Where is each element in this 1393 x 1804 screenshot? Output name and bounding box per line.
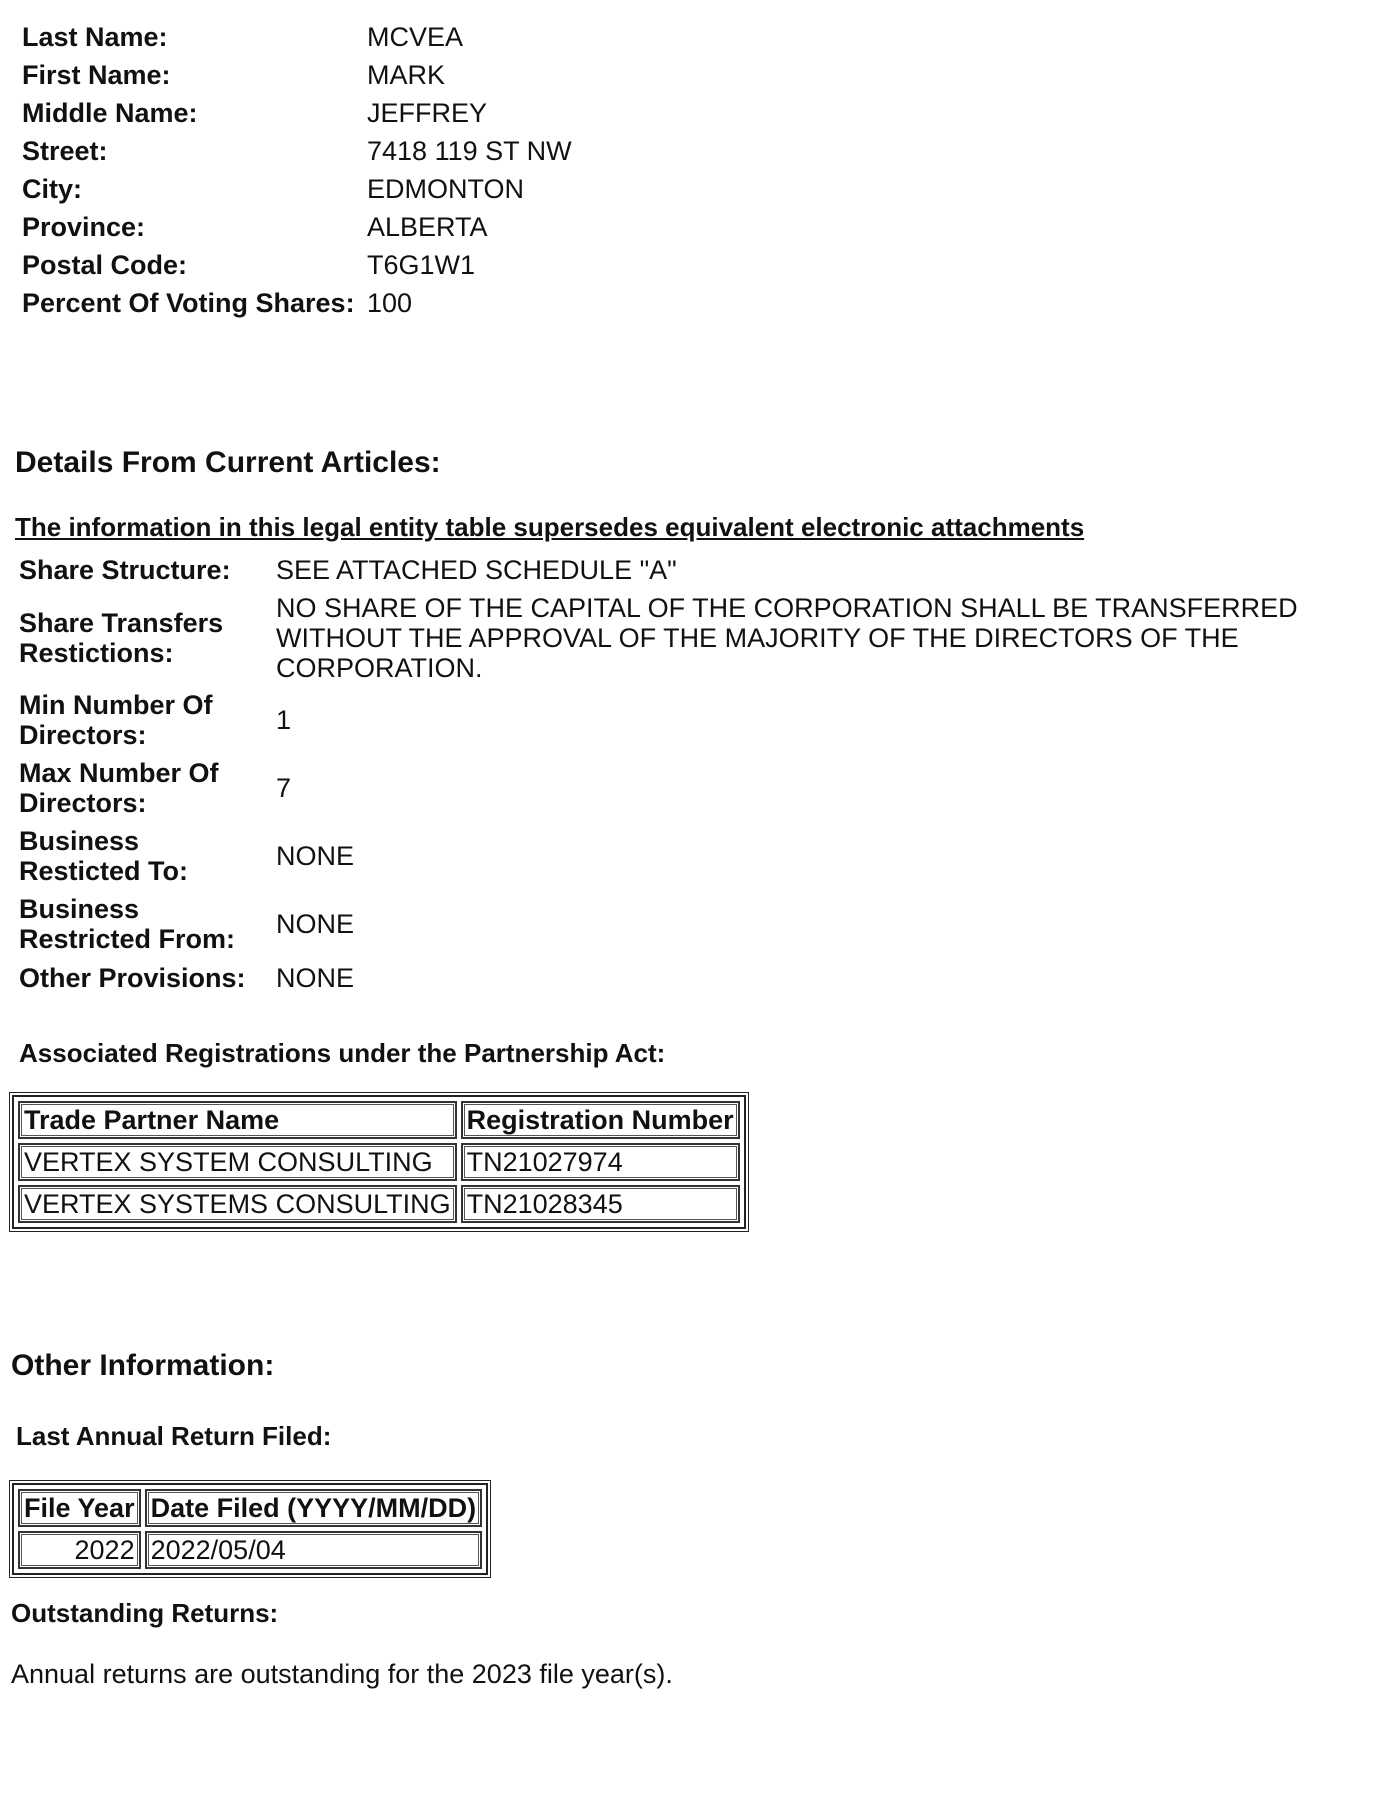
field-value: NONE xyxy=(276,963,355,993)
field-label: Province: xyxy=(22,212,146,242)
shareholder-row xyxy=(18,246,572,284)
annual-return-heading: Last Annual Return Filed: xyxy=(16,1421,332,1451)
articles-heading: Details From Current Articles: xyxy=(15,446,441,479)
file-year: 2022 xyxy=(18,1531,141,1569)
supersedes-notice: The information in this legal entity table supersedes equivalent electronic attachments xyxy=(15,512,1085,542)
field-value: T6G1W1 xyxy=(367,250,476,280)
field-value: SEE ATTACHED SCHEDULE "A" xyxy=(276,555,677,585)
shareholder-row xyxy=(18,18,572,56)
shareholder-table xyxy=(18,18,572,322)
shareholder-row xyxy=(18,94,572,132)
field-label: Max Number Of Directors: xyxy=(19,758,219,818)
column-header: File Year xyxy=(18,1489,141,1527)
outstanding-returns-heading: Outstanding Returns: xyxy=(11,1598,279,1628)
outstanding-returns-text: Annual returns are outstanding for the 2023 file year(s). xyxy=(11,1659,673,1689)
shareholder-row xyxy=(18,170,572,208)
field-label: Street: xyxy=(22,136,108,166)
field-value: 7 xyxy=(276,773,292,803)
field-label: Business Resticted To: xyxy=(19,826,189,886)
table-row xyxy=(18,1531,482,1569)
field-label: Last Name: xyxy=(22,22,168,52)
annual-return-table xyxy=(12,1483,488,1575)
field-value: MARK xyxy=(367,60,446,90)
field-label: First Name: xyxy=(22,60,171,90)
partnership-table xyxy=(12,1095,746,1229)
field-label: Share Structure: xyxy=(19,555,231,585)
field-value: NONE xyxy=(276,909,355,939)
article-row xyxy=(14,686,1336,754)
field-label: Percent Of Voting Shares: xyxy=(22,288,355,318)
column-header: Registration Number xyxy=(461,1101,740,1139)
article-row xyxy=(14,890,1336,958)
field-label: Min Number Of Directors: xyxy=(19,690,213,750)
article-row xyxy=(14,590,1336,686)
registration-number: TN21028345 xyxy=(461,1185,740,1223)
shareholder-row xyxy=(18,56,572,94)
trade-partner-name: VERTEX SYSTEMS CONSULTING xyxy=(18,1185,457,1223)
table-header-row xyxy=(18,1489,482,1527)
table-row xyxy=(18,1143,740,1181)
column-header: Date Filed (YYYY/MM/DD) xyxy=(145,1489,483,1527)
field-value: EDMONTON xyxy=(367,174,525,204)
date-filed: 2022/05/04 xyxy=(145,1531,483,1569)
field-label: Share Transfers Restictions: xyxy=(19,608,224,668)
shareholder-row xyxy=(18,284,572,322)
field-label: Other Provisions: xyxy=(19,963,246,993)
table-header-row xyxy=(18,1101,740,1139)
column-header: Trade Partner Name xyxy=(18,1101,457,1139)
field-label: Middle Name: xyxy=(22,98,198,128)
field-value: ALBERTA xyxy=(367,212,488,242)
table-row xyxy=(18,1185,740,1223)
shareholder-row xyxy=(18,208,572,246)
other-info-heading: Other Information: xyxy=(11,1349,275,1382)
partnership-heading: Associated Registrations under the Partnership Act: xyxy=(19,1038,666,1068)
field-value: MCVEA xyxy=(367,22,464,52)
article-row xyxy=(14,822,1336,890)
field-value: 1 xyxy=(276,705,292,735)
article-row xyxy=(14,550,1336,590)
field-label: City: xyxy=(22,174,82,204)
field-value: NO SHARE OF THE CAPITAL OF THE CORPORATION SHALL BE TRANSFERRED WITHOUT THE APPROVAL OF THE MAJORITY OF THE DIRECTORS OF THE CORPORATION. xyxy=(276,593,1298,683)
article-row xyxy=(14,958,1336,998)
field-value: 100 xyxy=(367,288,413,318)
registration-number: TN21027974 xyxy=(461,1143,740,1181)
field-label: Postal Code: xyxy=(22,250,188,280)
trade-partner-name: VERTEX SYSTEM CONSULTING xyxy=(18,1143,457,1181)
field-value: JEFFREY xyxy=(367,98,488,128)
article-row xyxy=(14,754,1336,822)
field-label: Business Restricted From: xyxy=(19,894,236,954)
field-value: NONE xyxy=(276,841,355,871)
articles-table xyxy=(14,550,1336,998)
shareholder-row xyxy=(18,132,572,170)
field-value: 7418 119 ST NW xyxy=(367,136,572,166)
